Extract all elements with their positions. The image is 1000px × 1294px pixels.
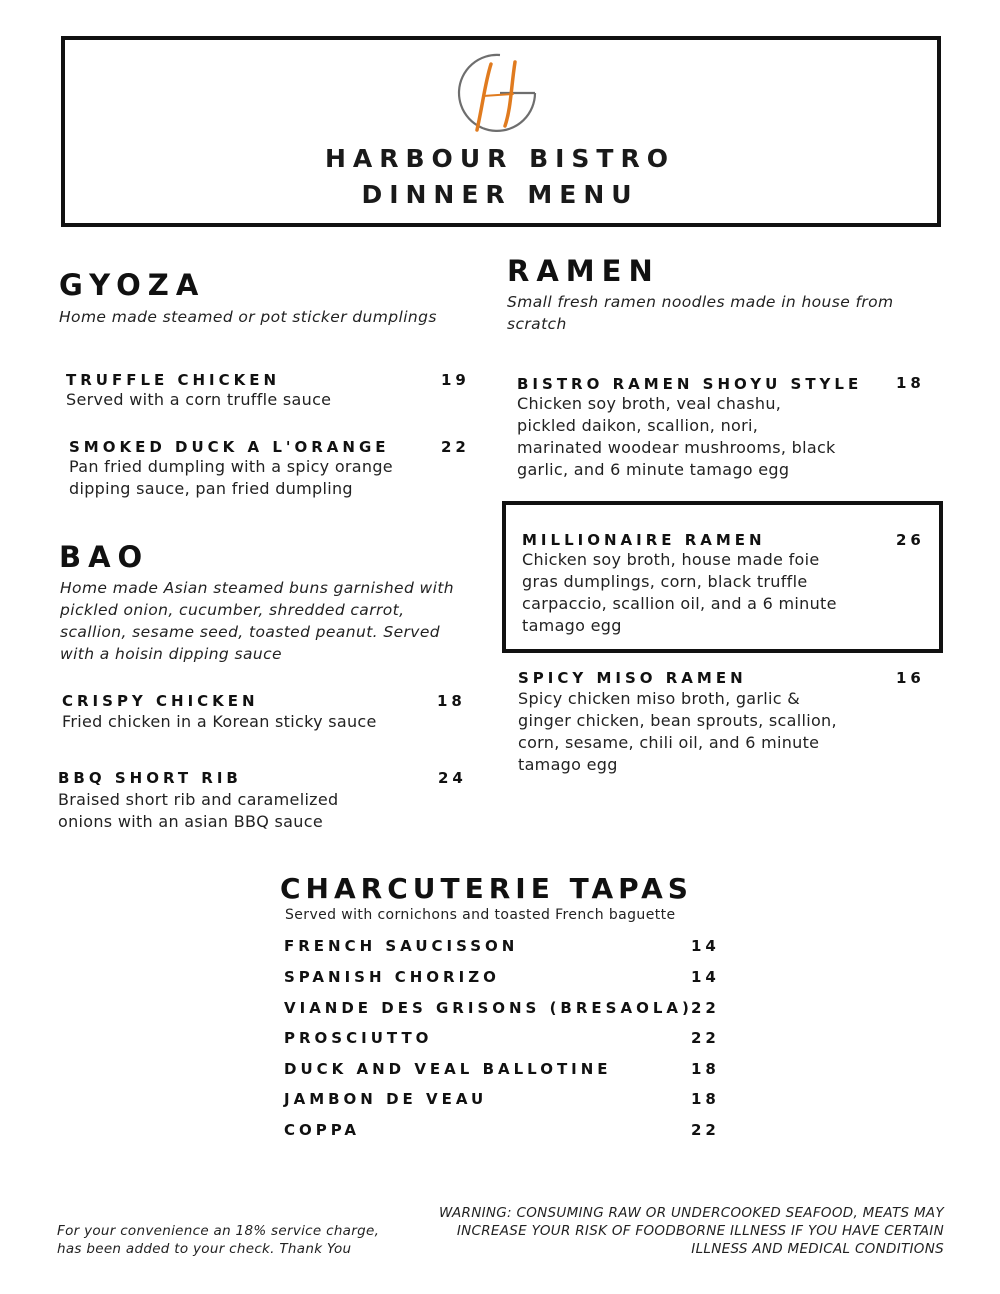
menu-item-price: 18 <box>691 1090 720 1108</box>
food-safety-warning: WARNING: CONSUMING RAW OR UNDERCOOKED SEAFOOD, MEATS MAY INCREASE YOUR RISK OF FOODBORNE ILLNESS IF YOU HAVE CERTAIN ILLNESS AND MEDICAL CONDITIONS <box>439 1205 944 1257</box>
ramen-section-title: RAMEN <box>507 254 660 288</box>
menu-item-price: 18 <box>691 1060 720 1078</box>
gyoza-section-title: GYOZA <box>59 268 206 302</box>
menu-item-name: TRUFFLE CHICKEN <box>66 371 281 389</box>
menu-item-description: Served with a corn truffle sauce <box>66 390 332 409</box>
menu-item-description: Pan fried dumpling with a spicy orange dipping sauce, pan fried dumpling <box>69 457 393 498</box>
list-item <box>284 1060 734 1082</box>
menu-item-name: FRENCH SAUCISSON <box>284 937 519 955</box>
menu-item-name: CRISPY CHICKEN <box>62 692 259 710</box>
menu-item-price: 16 <box>896 669 925 687</box>
menu-item-description: Braised short rib and caramelized onions with an asian BBQ sauce <box>58 790 339 831</box>
restaurant-name: HARBOUR BISTRO <box>324 144 675 173</box>
menu-item-price: 22 <box>691 1121 720 1139</box>
menu-item-price: 19 <box>441 371 470 389</box>
menu-item-name: PROSCIUTTO <box>284 1029 433 1047</box>
menu-item-price: 14 <box>691 968 720 986</box>
menu-item-name: BISTRO RAMEN SHOYU STYLE <box>517 375 863 393</box>
service-charge-note: For your convenience an 18% service charge, has been added to your check. Thank You <box>57 1223 380 1257</box>
list-item <box>284 937 734 959</box>
menu-item-name: COPPA <box>284 1121 360 1139</box>
list-item <box>284 1029 734 1051</box>
menu-item-description: Spicy chicken miso broth, garlic & ginger chicken, bean sprouts, scallion, corn, sesame, chili oil, and 6 minute tamago egg <box>518 689 837 774</box>
menu-item-price: 22 <box>441 438 470 456</box>
gyoza-section-description: Home made steamed or pot sticker dumplings <box>59 308 437 326</box>
list-item <box>284 1121 734 1143</box>
menu-item-price: 14 <box>691 937 720 955</box>
menu-item-price: 18 <box>896 374 925 392</box>
menu-item-description: Chicken soy broth, veal chashu, pickled daikon, scallion, nori, marinated woodear mushrooms, black garlic, and 6 minute tamago egg <box>517 394 836 479</box>
menu-item-price: 22 <box>691 1029 720 1047</box>
menu-item-name: SPICY MISO RAMEN <box>518 669 747 687</box>
menu-item-price: 26 <box>896 531 925 549</box>
charcuterie-section-title: CHARCUTERIE TAPAS <box>280 872 693 905</box>
harbour-bistro-logo-icon <box>455 48 545 138</box>
menu-item-name: SPANISH CHORIZO <box>284 968 500 986</box>
menu-item-name: MILLIONAIRE RAMEN <box>522 531 766 549</box>
menu-item-description: Chicken soy broth, house made foie gras dumplings, corn, black truffle carpaccio, scallion oil, and a 6 minute tamago egg <box>522 550 837 635</box>
bao-section-description: Home made Asian steamed buns garnished with pickled onion, cucumber, shredded carrot, scallion, sesame seed, toasted peanut. Served with a hoisin dipping sauce <box>60 579 455 663</box>
menu-item-price: 18 <box>437 692 466 710</box>
menu-item-name: DUCK AND VEAL BALLOTINE <box>284 1060 612 1078</box>
charcuterie-section-description: Served with cornichons and toasted French baguette <box>285 907 676 923</box>
menu-item-name: BBQ SHORT RIB <box>58 769 242 787</box>
ramen-section-description: Small fresh ramen noodles made in house from scratch <box>507 293 894 333</box>
list-item <box>284 999 734 1021</box>
list-item <box>284 968 734 990</box>
menu-item-name: JAMBON DE VEAU <box>284 1090 488 1108</box>
menu-item-description: Fried chicken in a Korean sticky sauce <box>62 712 377 731</box>
menu-title: DINNER MENU <box>361 180 639 209</box>
list-item <box>284 1090 734 1112</box>
menu-item-name: SMOKED DUCK A L'ORANGE <box>69 438 390 456</box>
menu-item-price: 22 <box>691 999 720 1017</box>
menu-item-price: 24 <box>438 769 467 787</box>
menu-item-name: VIANDE DES GRISONS (BRESAOLA) <box>284 999 693 1017</box>
bao-section-title: BAO <box>59 540 150 574</box>
